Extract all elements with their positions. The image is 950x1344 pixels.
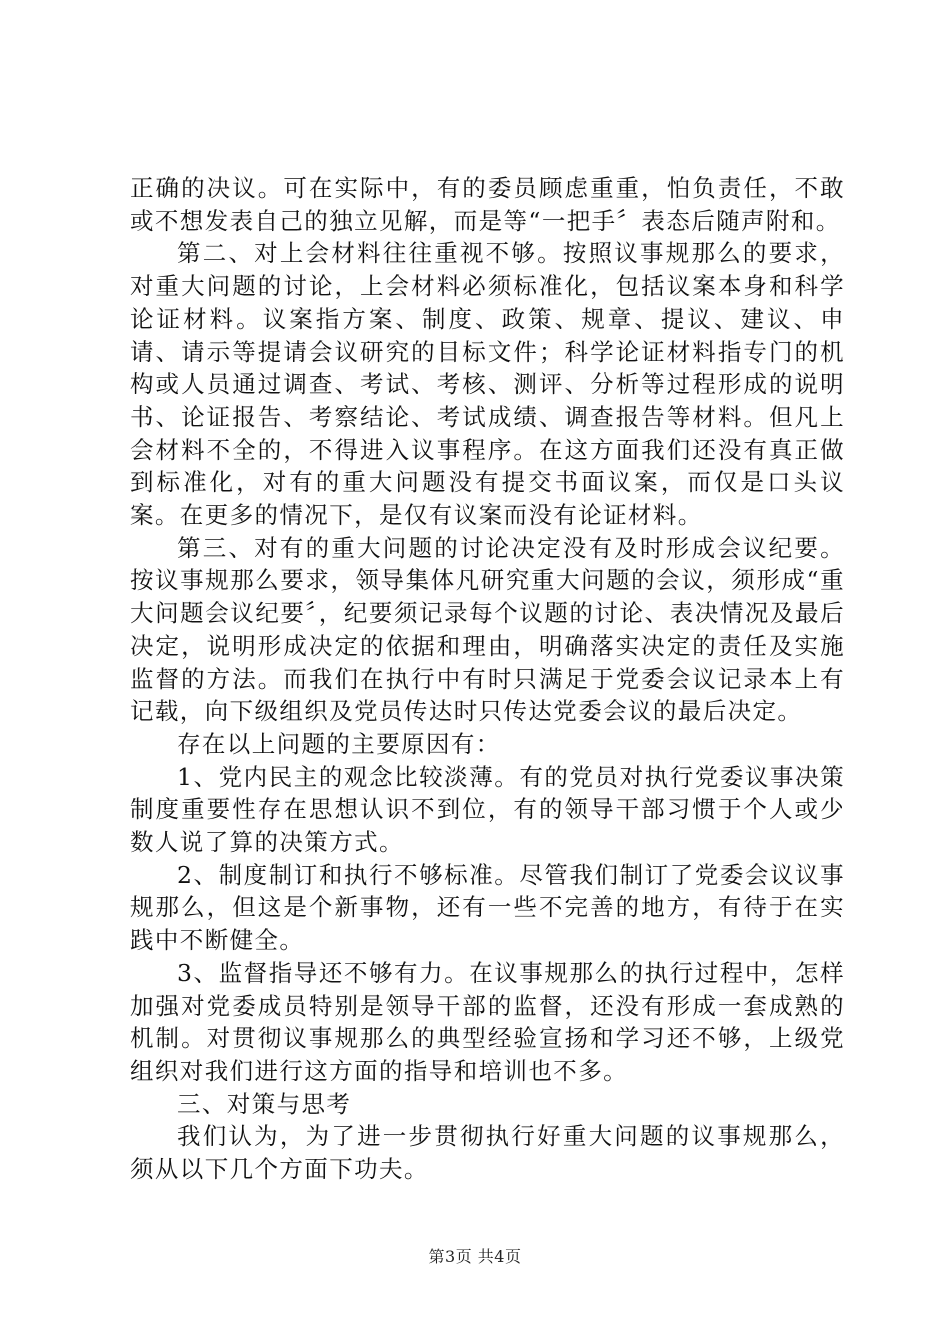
- paragraph: 第三、对有的重大问题的讨论决定没有及时形成会议纪要。按议事规那么要求，领导集体凡研究重大问题的会议，须形成“重大问题会议纪要〞，纪要须记录每个议题的讨论、表决情况及最后决定，说明形成决定的依据和理由，明确落实决定的责任及实施监督的方法。而我们在执行中有时只满足于党委会议记录本上有记载，向下级组织及党员传达时只传达党委会议的最后决定。: [130, 533, 845, 726]
- document-body: [130, 172, 845, 1186]
- paragraph: 存在以上问题的主要原因有：: [177, 729, 501, 758]
- paragraph: 2、制度制订和执行不够标准。尽管我们制订了党委会议议事规那么，但这是个新事物，还有一些不完善的地方，有待于在实践中不断健全。: [130, 860, 845, 955]
- paragraph: 正确的决议。可在实际中，有的委员顾虑重重，怕负责任，不敢或不想发表自己的独立见解，而是等“一把手〞表态后随声附和。: [130, 174, 845, 235]
- paragraph: 我们认为，为了进一步贯彻执行好重大问题的议事规那么，须从以下几个方面下功夫。: [130, 1122, 845, 1184]
- paragraph: 1、党内民主的观念比较淡薄。有的党员对执行党委议事决策制度重要性存在思想认识不到位，有的领导干部习惯于个人或少数人说了算的决策方式。: [130, 762, 845, 857]
- paragraph: 3、监督指导还不够有力。在议事规那么的执行过程中，怎样加强对党委成员特别是领导干部的监督，还没有形成一套成熟的机制。对贯彻议事规那么的典型经验宣扬和学习还不够，上级党组织对我们进行这方面的指导和培训也不多。: [130, 958, 845, 1085]
- section-heading: 三、对策与思考: [177, 1089, 352, 1118]
- page-number-footer: 第3页 共4页: [428, 1247, 522, 1266]
- paragraph: 第二、对上会材料往往重视不够。按照议事规那么的要求，对重大问题的讨论，上会材料必须标准化，包括议案本身和科学论证材料。议案指方案、制度、政策、规章、提议、建议、申请、请示等提请会议研究的目标文件；科学论证材料指专门的机构或人员通过调查、考试、考核、测评、分析等过程形成的说明书、论证报告、考察结论、考试成绩、调查报告等材料。但凡上会材料不全的，不得进入议事程序。在这方面我们还没有真正做到标准化，对有的重大问题没有提交书面议案，而仅是口头议案。在更多的情况下，是仅有议案而没有论证材料。: [130, 239, 845, 530]
